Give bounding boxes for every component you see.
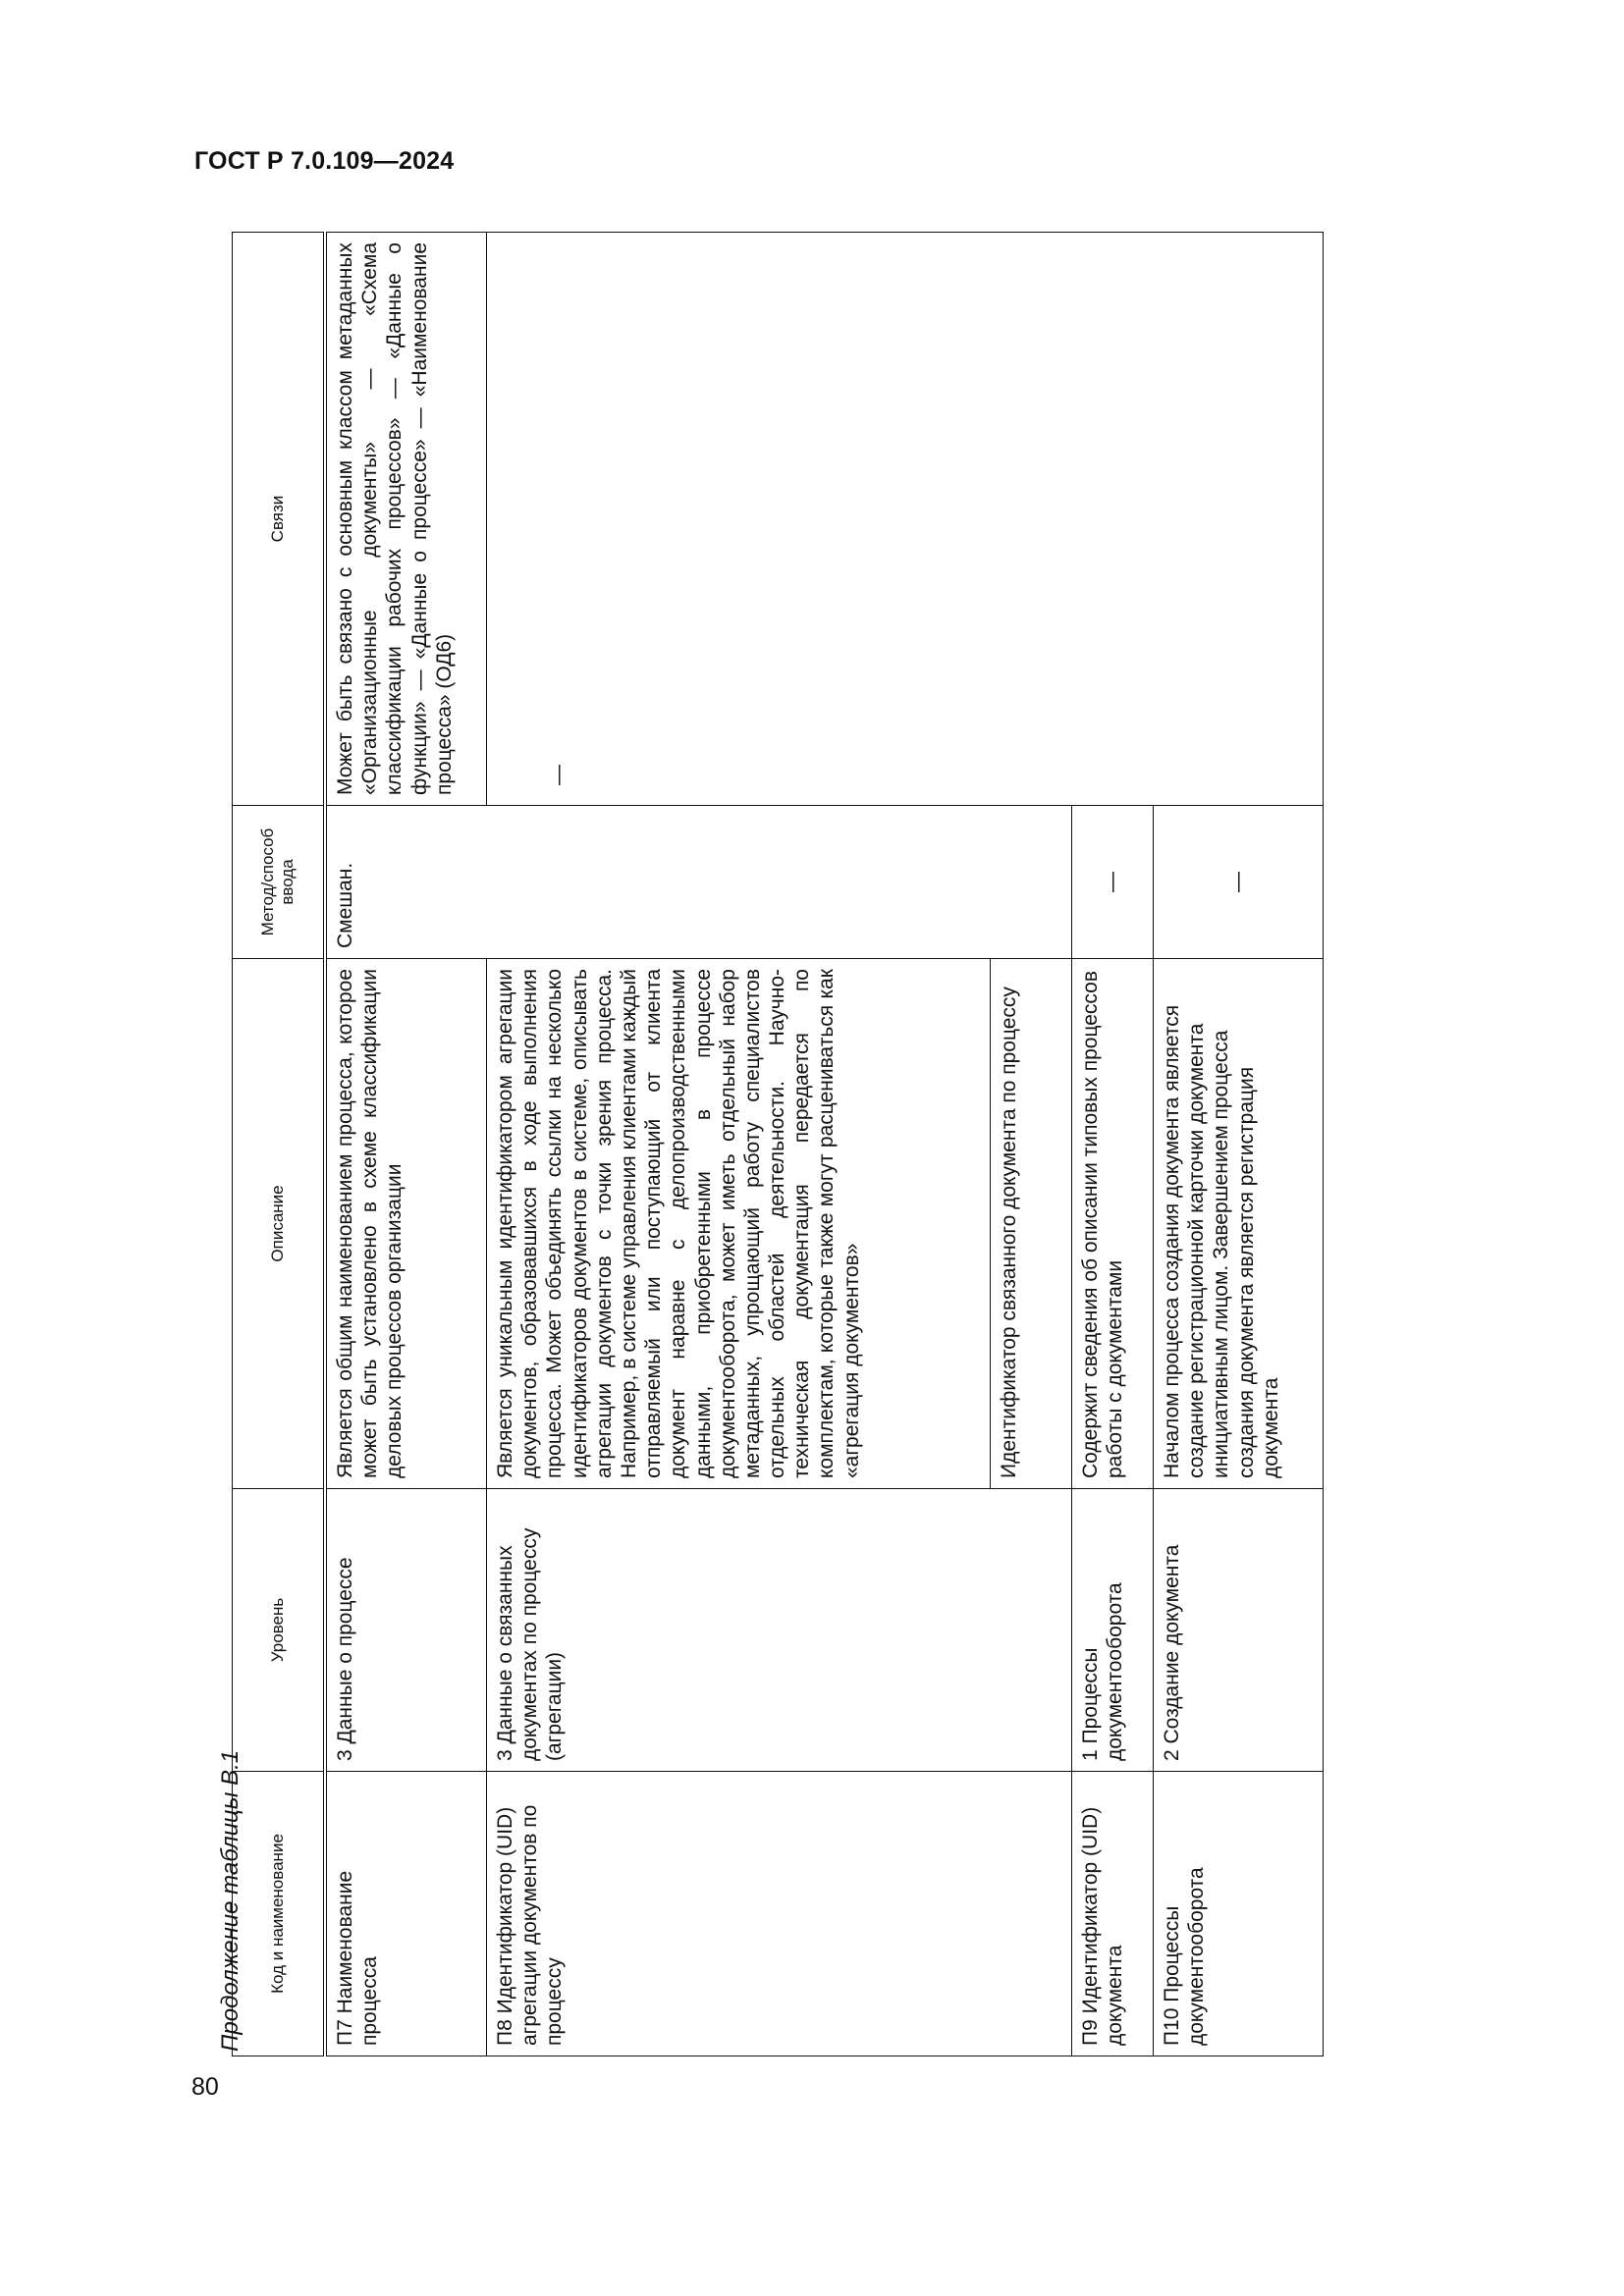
table-row — [1324, 233, 1337, 2056]
column-header-description: Описание — [233, 959, 326, 1489]
table-row — [487, 233, 991, 2056]
cell-description: Содержит сведения об описании типовых процессов работы с документами — [1072, 959, 1154, 1489]
cell-method: — — [1072, 806, 1154, 959]
metadata-table — [232, 232, 1336, 2056]
cell-code: П7 Наименование процесса — [325, 1772, 487, 2056]
column-header-method: Метод/способ ввода — [233, 806, 326, 959]
cell-description: Началом процесса создания документа является создание регистрационной карточки документа инициативным лицом. Завершением процесса создания документа является регистрация документа — [1154, 959, 1324, 1489]
cell-code: П9 Идентификатор (UID) документа — [1072, 1772, 1154, 2056]
cell-description: Является уникальным идентификатором агрегации документов, образовавшихся в ходе выполнения процесса. Может объединять ссылки на несколько идентификаторов документов в системе, описывать агрегации документов с точки зрения процесса. Например, в системе управления клиентами каждый отправляемый или поступающий от клиента документ наравне с делопроизводственными данными, приобретенными в процессе документооборота, может иметь отдельный набор метаданных, упрощающий работу специалистов отдельных областей деятельности. Научно-техническая документация передается по комплектам, которые также могут расцениваться как «агрегация документов» — [487, 959, 991, 1489]
cell-links: — — [487, 233, 1324, 806]
column-header-links: Связи — [233, 233, 326, 806]
cell-method: — — [1154, 806, 1324, 959]
cell-level: 3 Данные о связанных документах по процессу (агрегации) — [487, 1489, 1072, 1772]
cell-level: 3 Данные о процессе — [325, 1489, 487, 1772]
cell-links: Может быть связано с основным классом метаданных «Организационные документы» — «Схема классификации рабочих процессов» — «Данные о функции» — «Данные о процессе» — «Наименование процесса» (ОД6) — [325, 233, 487, 806]
column-header-level: Уровень — [233, 1489, 326, 1772]
table-header-row — [233, 233, 326, 2056]
table-row — [325, 233, 487, 2056]
cell-method: Смешан. — [325, 806, 1072, 959]
cell-description: Идентификатор связанного документа по процессу — [991, 959, 1072, 1489]
cell-code: П10 Процессы документооборота — [1154, 1772, 1324, 2056]
cell-level: 1 Процессы документооборота — [1072, 1489, 1154, 1772]
page-number: 80 — [191, 2073, 219, 2101]
table-caption: Продолжение таблицы В.1 — [217, 1749, 244, 2052]
rotated-table-container — [232, 233, 1336, 2056]
cell-code: П8 Идентификатор (UID) агрегации документов по процессу — [487, 1772, 1072, 2056]
column-header-code: Код и наименование — [233, 1772, 326, 2056]
document-header: ГОСТ Р 7.0.109—2024 — [194, 147, 455, 175]
cell-description: Является общим наименованием процесса, которое может быть установлено в схеме классификации деловых процессов организации — [325, 959, 487, 1489]
cell-level: 2 Создание документа — [1154, 1489, 1324, 1772]
